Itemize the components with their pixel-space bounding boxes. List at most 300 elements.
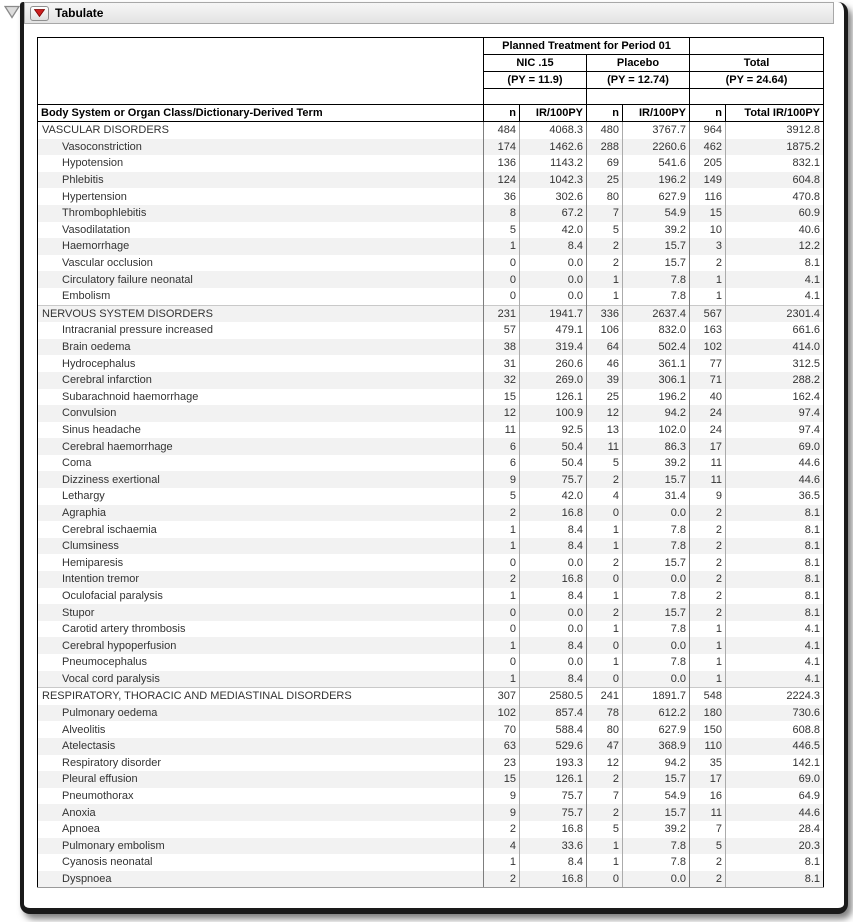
term-cell: Haemorrhage (38, 238, 484, 255)
value-cell: 2 (587, 554, 623, 571)
table-body (38, 122, 824, 888)
value-cell: 541.6 (623, 155, 690, 172)
value-cell: 196.2 (623, 172, 690, 189)
value-cell: 269.0 (520, 372, 587, 389)
value-cell: 77 (690, 355, 726, 372)
value-cell: 102.0 (623, 422, 690, 439)
value-cell: 1941.7 (520, 305, 587, 322)
table-row (38, 238, 824, 255)
value-cell: 38 (484, 339, 520, 356)
value-cell: 2 (690, 571, 726, 588)
table-row (38, 804, 824, 821)
value-cell: 6 (484, 438, 520, 455)
value-cell: 7.8 (623, 654, 690, 671)
value-cell: 7.8 (623, 538, 690, 555)
value-cell: 2637.4 (623, 305, 690, 322)
value-cell: 4.1 (726, 671, 824, 688)
value-cell: 0.0 (520, 554, 587, 571)
value-cell: 8.1 (726, 538, 824, 555)
value-cell: 39 (587, 372, 623, 389)
table-row (38, 871, 824, 888)
value-cell: 2224.3 (726, 688, 824, 705)
value-cell: 67.2 (520, 205, 587, 222)
value-cell: 162.4 (726, 389, 824, 406)
value-cell: 12 (587, 755, 623, 772)
span-title-cell: Planned Treatment for Period 01 (484, 38, 690, 55)
value-cell: 174 (484, 139, 520, 156)
value-cell: 47 (587, 738, 623, 755)
value-cell: 2 (484, 505, 520, 522)
value-cell: 241 (587, 688, 623, 705)
section-header-cell: RESPIRATORY, THORACIC AND MEDIASTINAL DISORDERS (38, 688, 484, 705)
value-cell: 40 (690, 389, 726, 406)
value-cell: 10 (690, 222, 726, 239)
value-cell: 33.6 (520, 838, 587, 855)
table-row (38, 471, 824, 488)
value-cell: 480 (587, 122, 623, 139)
table-row (38, 521, 824, 538)
term-cell: Cerebral infarction (38, 372, 484, 389)
group-header-nic: NIC .15 (484, 55, 587, 72)
value-cell: 484 (484, 122, 520, 139)
value-cell: 102 (484, 705, 520, 722)
value-cell: 9 (484, 788, 520, 805)
table-row (38, 438, 824, 455)
value-cell: 567 (690, 305, 726, 322)
value-cell: 1 (690, 288, 726, 305)
value-cell: 8.1 (726, 588, 824, 605)
value-cell: 142.1 (726, 755, 824, 772)
table-row (38, 389, 824, 406)
value-cell: 136 (484, 155, 520, 172)
value-cell: 16.8 (520, 505, 587, 522)
value-cell: 1 (484, 854, 520, 871)
table-row (38, 288, 824, 305)
table-row (38, 821, 824, 838)
value-cell: 7.8 (623, 288, 690, 305)
value-cell: 446.5 (726, 738, 824, 755)
value-cell: 97.4 (726, 422, 824, 439)
value-cell: 0 (587, 571, 623, 588)
value-cell: 857.4 (520, 705, 587, 722)
value-cell: 4.1 (726, 621, 824, 638)
value-cell: 12 (484, 405, 520, 422)
term-cell: Cerebral hypoperfusion (38, 637, 484, 654)
value-cell: 588.4 (520, 721, 587, 738)
value-cell: 832.1 (726, 155, 824, 172)
value-cell: 71 (690, 372, 726, 389)
value-cell: 8.1 (726, 571, 824, 588)
value-cell: 0 (484, 288, 520, 305)
term-cell: Vasoconstriction (38, 139, 484, 156)
table-row (38, 654, 824, 671)
value-cell: 25 (587, 172, 623, 189)
stat-col-n-nic: n (484, 105, 520, 122)
blank-cell (587, 89, 690, 105)
value-cell: 1 (587, 271, 623, 288)
value-cell: 32 (484, 372, 520, 389)
value-cell: 8.4 (520, 521, 587, 538)
value-cell: 9 (484, 804, 520, 821)
value-cell: 149 (690, 172, 726, 189)
value-cell: 44.6 (726, 471, 824, 488)
value-cell: 1 (484, 588, 520, 605)
term-cell: Anoxia (38, 804, 484, 821)
table-header (38, 38, 824, 122)
value-cell: 2580.5 (520, 688, 587, 705)
value-cell: 70 (484, 721, 520, 738)
value-cell: 2 (484, 871, 520, 888)
py-label-placebo: (PY = 12.74) (587, 72, 690, 89)
report-title: Tabulate (55, 6, 104, 20)
py-label-nic: (PY = 11.9) (484, 72, 587, 89)
value-cell: 2 (690, 871, 726, 888)
report-content (24, 24, 844, 888)
value-cell: 57 (484, 322, 520, 339)
value-cell: 116 (690, 188, 726, 205)
stat-col-n-total: n (690, 105, 726, 122)
value-cell: 25 (587, 389, 623, 406)
table-row (38, 422, 824, 439)
value-cell: 302.6 (520, 188, 587, 205)
term-cell: Cyanosis neonatal (38, 854, 484, 871)
table-row (38, 571, 824, 588)
table-row (38, 771, 824, 788)
value-cell: 2 (587, 804, 623, 821)
value-cell: 0 (484, 255, 520, 272)
term-column-header: Body System or Organ Class/Dictionary-Derived Term (38, 105, 484, 122)
value-cell: 0.0 (623, 571, 690, 588)
value-cell: 0 (484, 654, 520, 671)
term-cell: Vocal cord paralysis (38, 671, 484, 688)
value-cell: 1 (484, 671, 520, 688)
value-cell: 608.8 (726, 721, 824, 738)
value-cell: 75.7 (520, 804, 587, 821)
value-cell: 54.9 (623, 205, 690, 222)
term-cell: Apnoea (38, 821, 484, 838)
value-cell: 31 (484, 355, 520, 372)
value-cell: 627.9 (623, 188, 690, 205)
value-cell: 92.5 (520, 422, 587, 439)
value-cell: 288.2 (726, 372, 824, 389)
value-cell: 28.4 (726, 821, 824, 838)
value-cell: 368.9 (623, 738, 690, 755)
term-cell: Hypotension (38, 155, 484, 172)
value-cell: 46 (587, 355, 623, 372)
term-cell: Cerebral haemorrhage (38, 438, 484, 455)
term-cell: Sinus headache (38, 422, 484, 439)
term-cell: Convulsion (38, 405, 484, 422)
value-cell: 2 (690, 521, 726, 538)
value-cell: 4.1 (726, 288, 824, 305)
value-cell: 627.9 (623, 721, 690, 738)
term-cell: Vasodilatation (38, 222, 484, 239)
value-cell: 78 (587, 705, 623, 722)
value-cell: 39.2 (623, 821, 690, 838)
value-cell: 126.1 (520, 389, 587, 406)
value-cell: 414.0 (726, 339, 824, 356)
value-cell: 39.2 (623, 455, 690, 472)
value-cell: 1 (587, 288, 623, 305)
value-cell: 730.6 (726, 705, 824, 722)
value-cell: 260.6 (520, 355, 587, 372)
section-header-cell: NERVOUS SYSTEM DISORDERS (38, 305, 484, 322)
value-cell: 205 (690, 155, 726, 172)
table-row (38, 455, 824, 472)
value-cell: 15.7 (623, 238, 690, 255)
value-cell: 50.4 (520, 455, 587, 472)
value-cell: 2260.6 (623, 139, 690, 156)
term-cell: Carotid artery thrombosis (38, 621, 484, 638)
table-row (38, 139, 824, 156)
value-cell: 0.0 (520, 271, 587, 288)
table-row (38, 339, 824, 356)
value-cell: 8.1 (726, 854, 824, 871)
term-cell: Lethargy (38, 488, 484, 505)
value-cell: 100.9 (520, 405, 587, 422)
table-row (38, 637, 824, 654)
value-cell: 5 (587, 455, 623, 472)
value-cell: 36.5 (726, 488, 824, 505)
value-cell: 2 (484, 821, 520, 838)
value-cell: 1 (587, 621, 623, 638)
value-cell: 94.2 (623, 405, 690, 422)
value-cell: 50.4 (520, 438, 587, 455)
value-cell: 150 (690, 721, 726, 738)
value-cell: 124 (484, 172, 520, 189)
term-cell: Pulmonary embolism (38, 838, 484, 855)
term-cell: Clumsiness (38, 538, 484, 555)
tabulate-table (37, 37, 824, 888)
value-cell: 2 (690, 588, 726, 605)
value-cell: 0.0 (520, 255, 587, 272)
report-window (20, 2, 848, 914)
value-cell: 612.2 (623, 705, 690, 722)
value-cell: 1875.2 (726, 139, 824, 156)
tabulate-titlebar (24, 2, 834, 24)
table-row (38, 172, 824, 189)
value-cell: 2 (587, 471, 623, 488)
table-row (38, 788, 824, 805)
stat-col-ir-placebo: IR/100PY (623, 105, 690, 122)
value-cell: 4.1 (726, 271, 824, 288)
stat-col-ir-total: Total IR/100PY (726, 105, 824, 122)
value-cell: 15 (690, 205, 726, 222)
value-cell: 502.4 (623, 339, 690, 356)
value-cell: 7.8 (623, 621, 690, 638)
value-cell: 80 (587, 721, 623, 738)
value-cell: 54.9 (623, 788, 690, 805)
section-header-cell: VASCULAR DISORDERS (38, 122, 484, 139)
term-cell: Intracranial pressure increased (38, 322, 484, 339)
value-cell: 0.0 (623, 637, 690, 654)
table-row (38, 671, 824, 688)
term-cell: Alveolitis (38, 721, 484, 738)
value-cell: 15 (484, 389, 520, 406)
value-cell: 1 (484, 637, 520, 654)
value-cell: 0.0 (623, 505, 690, 522)
value-cell: 1 (587, 654, 623, 671)
value-cell: 180 (690, 705, 726, 722)
value-cell: 126.1 (520, 771, 587, 788)
value-cell: 5 (587, 222, 623, 239)
value-cell: 964 (690, 122, 726, 139)
value-cell: 12 (587, 405, 623, 422)
value-cell: 2 (690, 854, 726, 871)
table-row (38, 305, 824, 322)
value-cell: 8.1 (726, 871, 824, 888)
value-cell: 1 (690, 621, 726, 638)
value-cell: 7 (690, 821, 726, 838)
group-header-placebo: Placebo (587, 55, 690, 72)
value-cell: 4068.3 (520, 122, 587, 139)
value-cell: 4.1 (726, 637, 824, 654)
span-blank-cell (690, 38, 824, 55)
value-cell: 8.4 (520, 238, 587, 255)
value-cell: 69.0 (726, 438, 824, 455)
term-cell: Oculofacial paralysis (38, 588, 484, 605)
value-cell: 1 (587, 588, 623, 605)
value-cell: 97.4 (726, 405, 824, 422)
value-cell: 548 (690, 688, 726, 705)
value-cell: 319.4 (520, 339, 587, 356)
value-cell: 8.1 (726, 554, 824, 571)
term-cell: Respiratory disorder (38, 755, 484, 772)
value-cell: 15.7 (623, 471, 690, 488)
value-cell: 8.1 (726, 521, 824, 538)
value-cell: 1462.6 (520, 139, 587, 156)
blank-cell (484, 89, 587, 105)
value-cell: 4 (484, 838, 520, 855)
value-cell: 5 (587, 821, 623, 838)
value-cell: 1 (587, 521, 623, 538)
value-cell: 11 (690, 471, 726, 488)
value-cell: 8.4 (520, 588, 587, 605)
value-cell: 7 (587, 788, 623, 805)
value-cell: 16.8 (520, 571, 587, 588)
value-cell: 0 (484, 604, 520, 621)
value-cell: 5 (690, 838, 726, 855)
value-cell: 15 (484, 771, 520, 788)
value-cell: 4.1 (726, 654, 824, 671)
value-cell: 0 (587, 871, 623, 888)
value-cell: 5 (484, 222, 520, 239)
value-cell: 7.8 (623, 271, 690, 288)
table-row (38, 604, 824, 621)
py-label-total: (PY = 24.64) (690, 72, 824, 89)
value-cell: 5 (484, 488, 520, 505)
value-cell: 11 (690, 804, 726, 821)
value-cell: 86.3 (623, 438, 690, 455)
value-cell: 2 (484, 571, 520, 588)
value-cell: 23 (484, 755, 520, 772)
value-cell: 8.4 (520, 637, 587, 654)
value-cell: 40.6 (726, 222, 824, 239)
value-cell: 15.7 (623, 804, 690, 821)
value-cell: 312.5 (726, 355, 824, 372)
value-cell: 1042.3 (520, 172, 587, 189)
value-cell: 44.6 (726, 455, 824, 472)
value-cell: 11 (484, 422, 520, 439)
table-row (38, 721, 824, 738)
value-cell: 3767.7 (623, 122, 690, 139)
table-row (38, 322, 824, 339)
value-cell: 1143.2 (520, 155, 587, 172)
stat-col-n-placebo: n (587, 105, 623, 122)
value-cell: 1 (484, 238, 520, 255)
value-cell: 1 (484, 521, 520, 538)
value-cell: 2 (587, 771, 623, 788)
table-row (38, 205, 824, 222)
term-cell: Cerebral ischaemia (38, 521, 484, 538)
value-cell: 17 (690, 438, 726, 455)
value-cell: 1891.7 (623, 688, 690, 705)
table-row (38, 372, 824, 389)
table-row (38, 405, 824, 422)
value-cell: 2 (587, 604, 623, 621)
term-cell: Brain oedema (38, 339, 484, 356)
table-row (38, 755, 824, 772)
value-cell: 35 (690, 755, 726, 772)
value-cell: 0.0 (520, 621, 587, 638)
value-cell: 2 (690, 538, 726, 555)
table-row (38, 588, 824, 605)
value-cell: 470.8 (726, 188, 824, 205)
red-triangle-menu-button[interactable] (30, 6, 49, 21)
value-cell: 193.3 (520, 755, 587, 772)
value-cell: 231 (484, 305, 520, 322)
table-row (38, 122, 824, 139)
table-row (38, 705, 824, 722)
value-cell: 1 (690, 671, 726, 688)
value-cell: 24 (690, 405, 726, 422)
term-cell: Dyspnoea (38, 871, 484, 888)
value-cell: 462 (690, 139, 726, 156)
value-cell: 8.1 (726, 604, 824, 621)
value-cell: 11 (690, 455, 726, 472)
value-cell: 2 (690, 554, 726, 571)
value-cell: 2 (690, 604, 726, 621)
value-cell: 63 (484, 738, 520, 755)
value-cell: 1 (484, 538, 520, 555)
group-header-total: Total (690, 55, 824, 72)
value-cell: 75.7 (520, 471, 587, 488)
value-cell: 1 (587, 838, 623, 855)
value-cell: 1 (587, 538, 623, 555)
value-cell: 2 (587, 238, 623, 255)
term-cell: Hydrocephalus (38, 355, 484, 372)
value-cell: 44.6 (726, 804, 824, 821)
table-row (38, 488, 824, 505)
value-cell: 1 (690, 637, 726, 654)
blank-cell (690, 89, 824, 105)
value-cell: 24 (690, 422, 726, 439)
value-cell: 8.4 (520, 854, 587, 871)
value-cell: 8.1 (726, 505, 824, 522)
value-cell: 8.4 (520, 538, 587, 555)
value-cell: 529.6 (520, 738, 587, 755)
value-cell: 80 (587, 188, 623, 205)
term-cell: Coma (38, 455, 484, 472)
value-cell: 64 (587, 339, 623, 356)
value-cell: 0.0 (520, 604, 587, 621)
disclosure-triangle-icon[interactable] (4, 5, 20, 19)
value-cell: 36 (484, 188, 520, 205)
value-cell: 0.0 (623, 671, 690, 688)
value-cell: 12.2 (726, 238, 824, 255)
value-cell: 163 (690, 322, 726, 339)
value-cell: 306.1 (623, 372, 690, 389)
